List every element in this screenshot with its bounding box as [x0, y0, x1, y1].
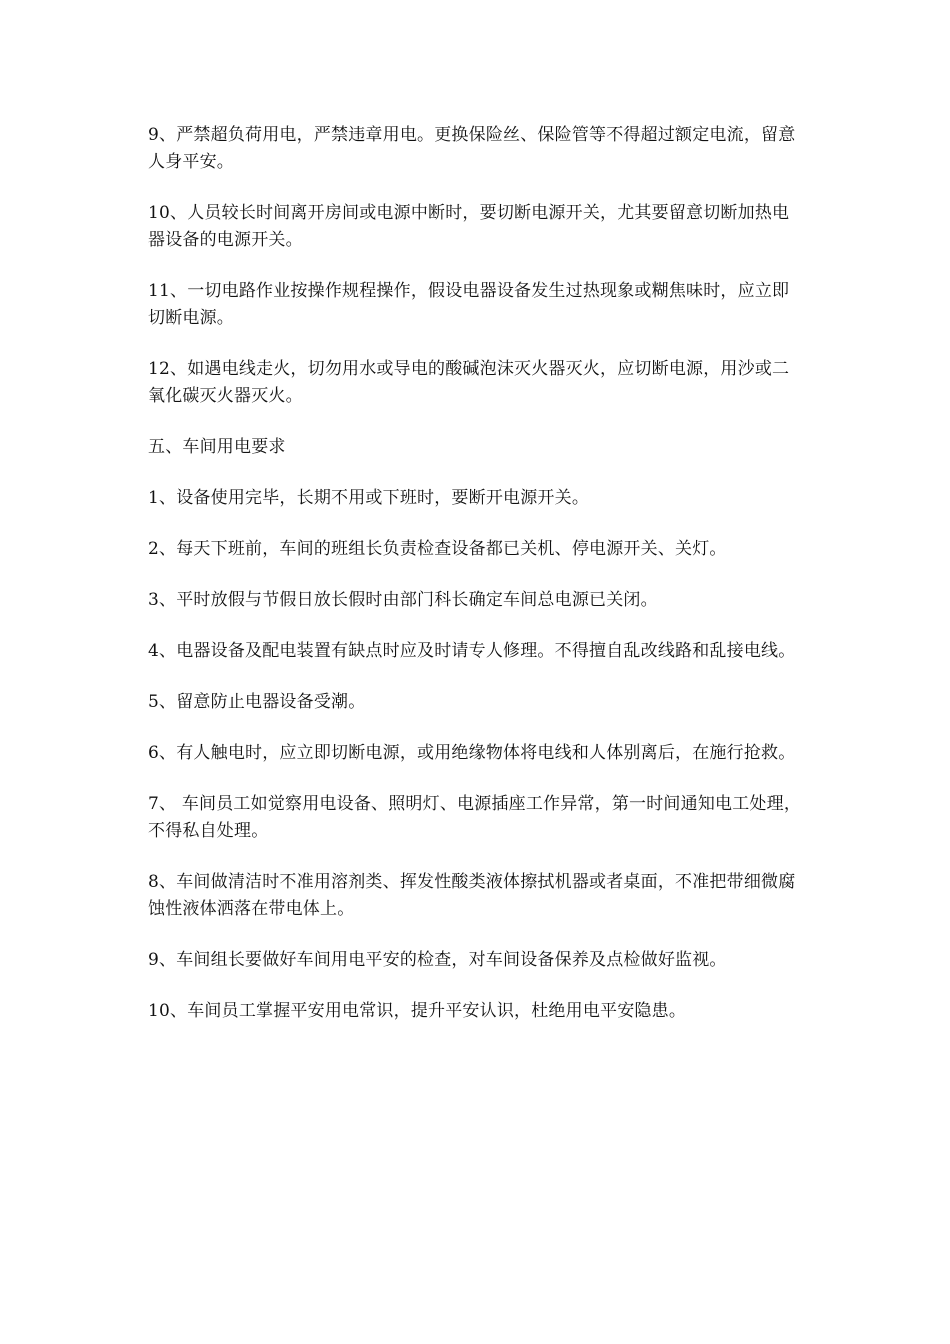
workshop-rule-4: 4、电器设备及配电装置有缺点时应及时请专人修理。不得擅自乱改线路和乱接电线。 [148, 641, 796, 661]
section-heading: 五、车间用电要求 [148, 437, 286, 457]
workshop-rule-3: 3、平时放假与节假日放长假时由部门科长确定车间总电源已关闭。 [148, 590, 658, 610]
paragraph-rule-10: 10、人员较长时间离开房间或电源中断时，要切断电源开关，尤其要留意切断加热电器设备的电源开关。 [148, 203, 790, 250]
workshop-rule-7: 7、 车间员工如觉察用电设备、照明灯、电源插座工作异常，第一时间通知电工处理，不得私自处理。 [148, 794, 802, 841]
document-body [148, 122, 804, 1049]
paragraph-rule-9: 9、严禁超负荷用电，严禁违章用电。更换保险丝、保险管等不得超过额定电流，留意人身平安。 [148, 125, 796, 172]
workshop-rule-6: 6、有人触电时，应立即切断电源，或用绝缘物体将电线和人体别离后，在施行抢救。 [148, 743, 796, 763]
workshop-rule-1: 1、设备使用完毕，长期不用或下班时，要断开电源开关。 [148, 488, 590, 508]
paragraph-rule-11: 11、一切电路作业按操作规程操作，假设电器设备发生过热现象或糊焦味时，应立即切断电源。 [148, 281, 790, 328]
paragraph-rule-12: 12、如遇电线走火，切勿用水或导电的酸碱泡沫灭火器灭火，应切断电源，用沙或二氧化碳灭火器灭火。 [148, 359, 790, 406]
workshop-rule-9: 9、车间组长要做好车间用电平安的检查，对车间设备保养及点检做好监视。 [148, 950, 727, 970]
workshop-rule-8: 8、车间做清洁时不准用溶剂类、挥发性酸类液体擦拭机器或者桌面，不准把带细微腐蚀性液体洒落在带电体上。 [148, 872, 796, 919]
workshop-rule-2: 2、每天下班前，车间的班组长负责检查设备都已关机、停电源开关、关灯。 [148, 539, 727, 559]
workshop-rule-5: 5、留意防止电器设备受潮。 [148, 692, 366, 712]
workshop-rule-10: 10、车间员工掌握平安用电常识，提升平安认识，杜绝用电平安隐患。 [148, 1001, 687, 1021]
